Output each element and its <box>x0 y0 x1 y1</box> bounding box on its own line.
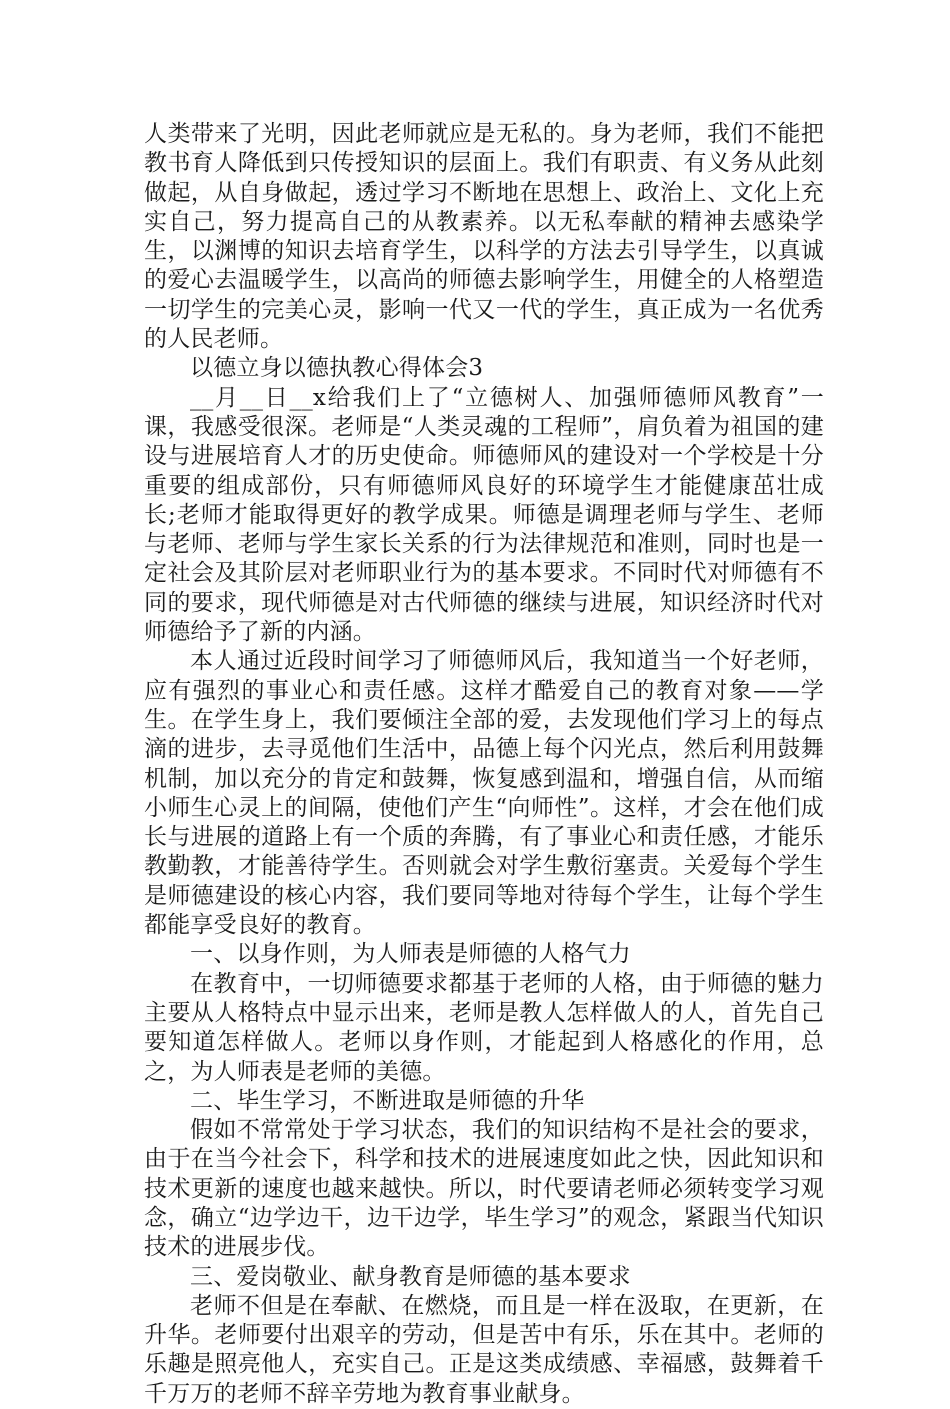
heading-3: 三、爱岗敬业、献身教育是师德的基本要求 <box>190 1263 631 1290</box>
paragraph-1: __月__日__x给我们上了“立德树人、加强师德师风教育”一课，我感受很深。老师是“人类灵魂的工程师”，肩负着为祖国的建设与进展培育人才的历史使命。师德师风的建设对一个学校是十分重要的组成部份，只有师德师风良好的环境学生才能健康茁壮成长;老师才能取得更好的教学成果。师德是调理老师与学生、老师与老师、老师与学生家长关系的行为法律规范和准则，同时也是一定社会及其阶层对老师职业行为的基本要求。不同时代对师德有不同的要求，现代师德是对古代师德的继续与进展，知识经济时代对师德给予了新的内涵。 <box>144 384 824 646</box>
paragraph-2: 本人通过近段时间学习了师德师风后，我知道当一个好老师，应有强烈的事业心和责任感。这样才酷爱自己的教育对象——学生。在学生身上，我们要倾注全部的爱，去发现他们学习上的每点滴的进步，去寻觅他们生活中，品德上每个闪光点，然后利用鼓舞机制，加以充分的肯定和鼓舞，恢复感到温和，增强自信，从而缩小师生心灵上的间隔，使他们产生“向师性”。这样，才会在他们成长与进展的道路上有一个质的奔腾，有了事业心和责任感，才能乐教勤教，才能善待学生。否则就会对学生敷衍塞责。关爱每个学生是师德建设的核心内容，我们要同等地对待每个学生，让每个学生都能享受良好的教育。 <box>144 648 824 939</box>
section-title: 以德立身以德执教心得体会3 <box>190 355 484 382</box>
heading-1: 一、以身作则，为人师表是师德的人格气力 <box>190 941 631 968</box>
heading-2: 二、毕生学习，不断进取是师德的升华 <box>190 1087 585 1114</box>
paragraph-4: 假如不常常处于学习状态，我们的知识结构不是社会的要求，由于在当今社会下，科学和技术的进展速度如此之快，因此知识和技术更新的速度也越来越快。所以，时代要请老师必须转变学习观念，确立“边学边干，边干边学，毕生学习”的观念，紧跟当代知识技术的进展步伐。 <box>144 1117 824 1261</box>
paragraph-3: 在教育中，一切师德要求都基于老师的人格，由于师德的魅力主要从人格特点中显示出来，老师是教人怎样做人的人，首先自己要知道怎样做人。老师以身作则，才能起到人格感化的作用，总之，为人师表是老师的美德。 <box>144 970 824 1085</box>
opening-paragraph: 人类带来了光明，因此老师就应是无私的。身为老师，我们不能把教书育人降低到只传授知识的层面上。我们有职责、有义务从此刻做起，从自身做起，透过学习不断地在思想上、政治上、文化上充实自己，努力提高自己的从教素养。以无私奉献的精神去感染学生，以渊博的知识去培育学生，以科学的方法去引导学生，以真诚的爱心去温暖学生，以高尚的师德去影响学生，用健全的人格塑造一切学生的完美心灵，影响一代又一代的学生，真正成为一名优秀的人民老师。 <box>144 121 824 353</box>
paragraph-5: 老师不但是在奉献、在燃烧，而且是一样在汲取，在更新，在升华。老师要付出艰辛的劳动，但是苦中有乐，乐在其中。老师的乐趣是照亮他人，充实自己。正是这类成绩感、幸福感，鼓舞着千千万万的老师不辞辛劳地为教育事业献身。 <box>144 1292 824 1407</box>
document-body <box>144 120 824 1409</box>
